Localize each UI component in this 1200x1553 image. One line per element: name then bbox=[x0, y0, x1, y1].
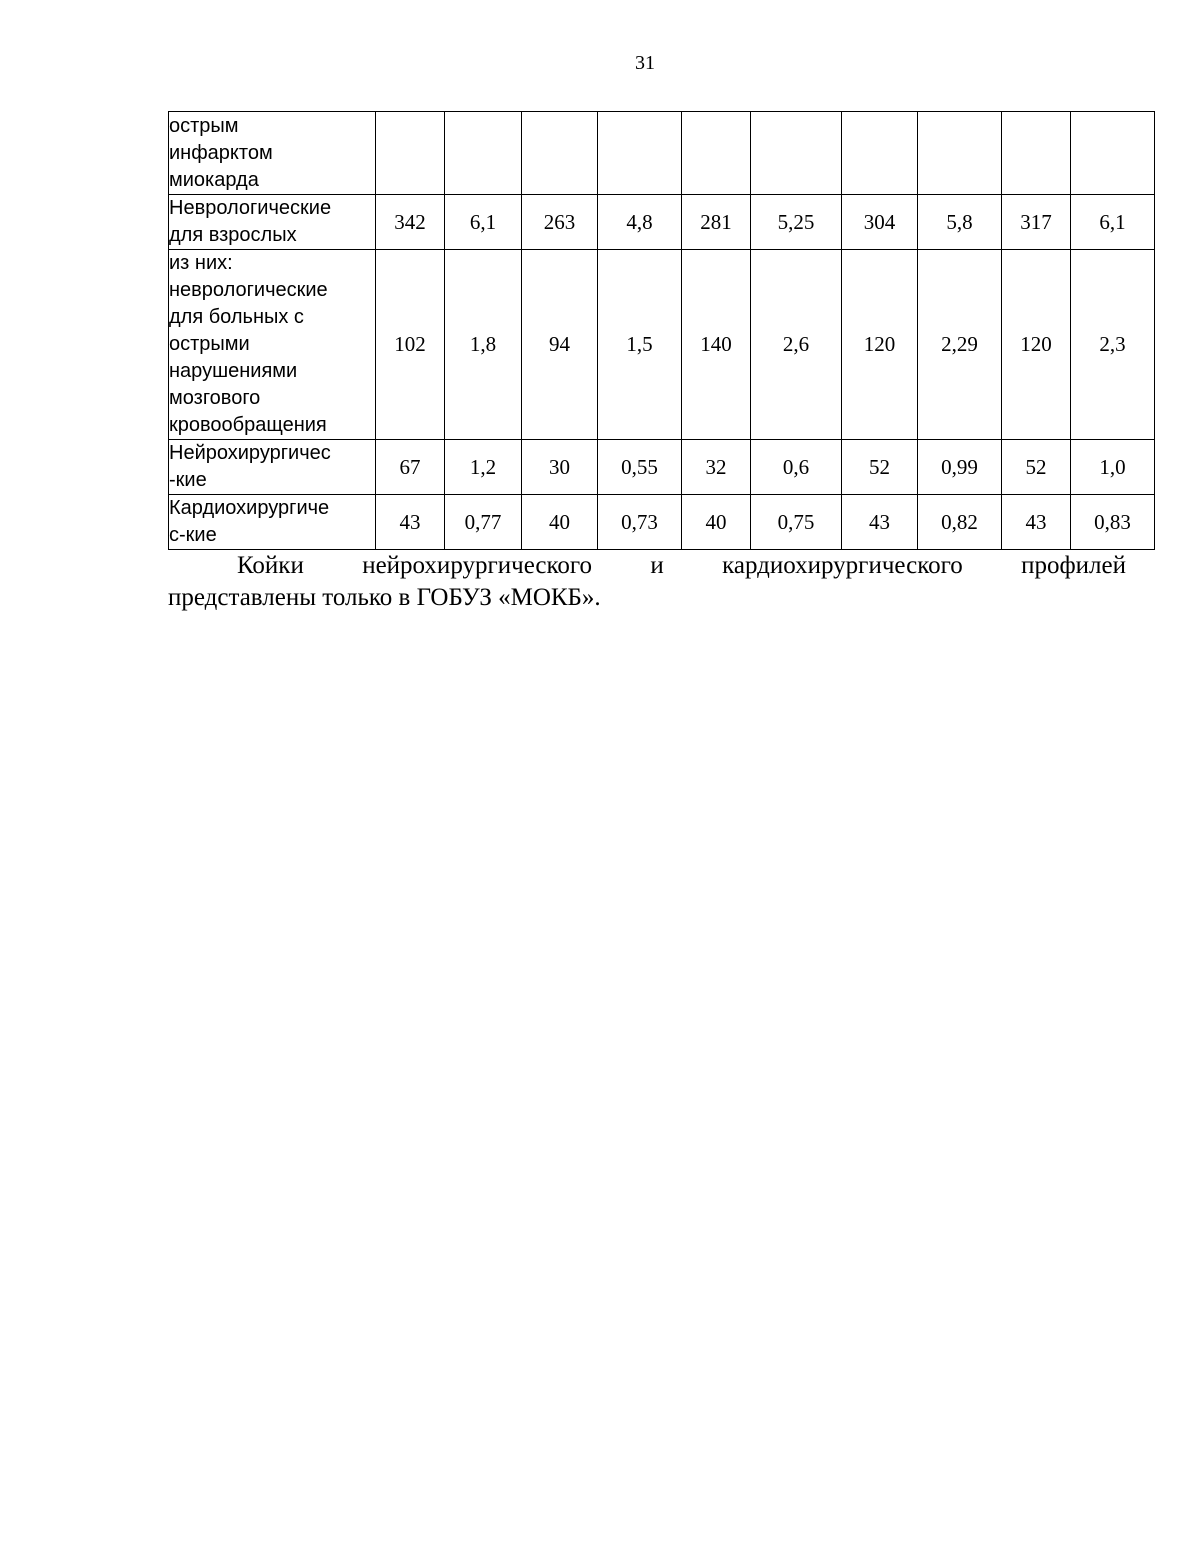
paragraph-line-1 bbox=[168, 550, 1126, 582]
table-cell: 0,82 bbox=[918, 495, 1002, 550]
paragraph-word: нейрохирургического bbox=[362, 552, 593, 579]
table-cell: 67 bbox=[376, 440, 445, 495]
paragraph-word: кардиохирургического bbox=[722, 552, 963, 579]
table-cell: 52 bbox=[1002, 440, 1071, 495]
table-cell: 342 bbox=[376, 195, 445, 250]
table-row bbox=[169, 440, 1155, 495]
table-cell: 43 bbox=[376, 495, 445, 550]
row-label: из них: неврологические для больных с острыми нарушениями мозгового кровообращения bbox=[169, 250, 376, 440]
row-label: Нейрохирургичес -кие bbox=[169, 440, 376, 495]
table-cell: 0,83 bbox=[1071, 495, 1155, 550]
table-cell: 263 bbox=[522, 195, 598, 250]
table-cell: 304 bbox=[842, 195, 918, 250]
table-cell bbox=[1002, 112, 1071, 195]
table-cell: 1,0 bbox=[1071, 440, 1155, 495]
table-cell bbox=[751, 112, 842, 195]
table-cell: 5,25 bbox=[751, 195, 842, 250]
table-cell: 43 bbox=[842, 495, 918, 550]
table-row bbox=[169, 250, 1155, 440]
table-cell: 6,1 bbox=[1071, 195, 1155, 250]
table-cell: 2,3 bbox=[1071, 250, 1155, 440]
table-cell bbox=[598, 112, 682, 195]
table-cell: 6,1 bbox=[445, 195, 522, 250]
beds-table bbox=[168, 111, 1155, 550]
paragraph-word: Койки bbox=[237, 552, 304, 579]
table-cell bbox=[842, 112, 918, 195]
table-cell: 317 bbox=[1002, 195, 1071, 250]
table-cell: 0,6 bbox=[751, 440, 842, 495]
row-label: острым инфарктом миокарда bbox=[169, 112, 376, 195]
table-row bbox=[169, 195, 1155, 250]
table-cell bbox=[918, 112, 1002, 195]
paragraph-word: и bbox=[650, 552, 664, 579]
table-cell: 102 bbox=[376, 250, 445, 440]
table-cell: 52 bbox=[842, 440, 918, 495]
table-cell: 0,99 bbox=[918, 440, 1002, 495]
table-cell bbox=[682, 112, 751, 195]
table-cell: 0,77 bbox=[445, 495, 522, 550]
table-cell: 0,75 bbox=[751, 495, 842, 550]
table-cell: 1,2 bbox=[445, 440, 522, 495]
table-cell: 2,6 bbox=[751, 250, 842, 440]
table-cell: 4,8 bbox=[598, 195, 682, 250]
table-cell: 120 bbox=[842, 250, 918, 440]
table-cell: 281 bbox=[682, 195, 751, 250]
table-cell: 0,73 bbox=[598, 495, 682, 550]
paragraph-line-2: представлены только в ГОБУЗ «МОКБ». bbox=[168, 584, 601, 611]
paragraph-word: профилей bbox=[1021, 552, 1126, 579]
table-row bbox=[169, 495, 1155, 550]
row-label: Кардиохирургиче с-кие bbox=[169, 495, 376, 550]
body-paragraph bbox=[168, 550, 1126, 614]
page-number: 31 bbox=[635, 52, 655, 74]
table-cell: 140 bbox=[682, 250, 751, 440]
table-cell: 0,55 bbox=[598, 440, 682, 495]
table-cell bbox=[1071, 112, 1155, 195]
row-label: Неврологические для взрослых bbox=[169, 195, 376, 250]
table-row bbox=[169, 112, 1155, 195]
table-cell: 30 bbox=[522, 440, 598, 495]
table-cell: 43 bbox=[1002, 495, 1071, 550]
table-cell bbox=[522, 112, 598, 195]
table-cell: 40 bbox=[682, 495, 751, 550]
table-cell: 32 bbox=[682, 440, 751, 495]
table-cell: 5,8 bbox=[918, 195, 1002, 250]
table-cell: 94 bbox=[522, 250, 598, 440]
table-cell: 2,29 bbox=[918, 250, 1002, 440]
table-cell: 1,8 bbox=[445, 250, 522, 440]
table-cell bbox=[445, 112, 522, 195]
table-cell: 40 bbox=[522, 495, 598, 550]
table-cell: 1,5 bbox=[598, 250, 682, 440]
table-cell: 120 bbox=[1002, 250, 1071, 440]
table-cell bbox=[376, 112, 445, 195]
